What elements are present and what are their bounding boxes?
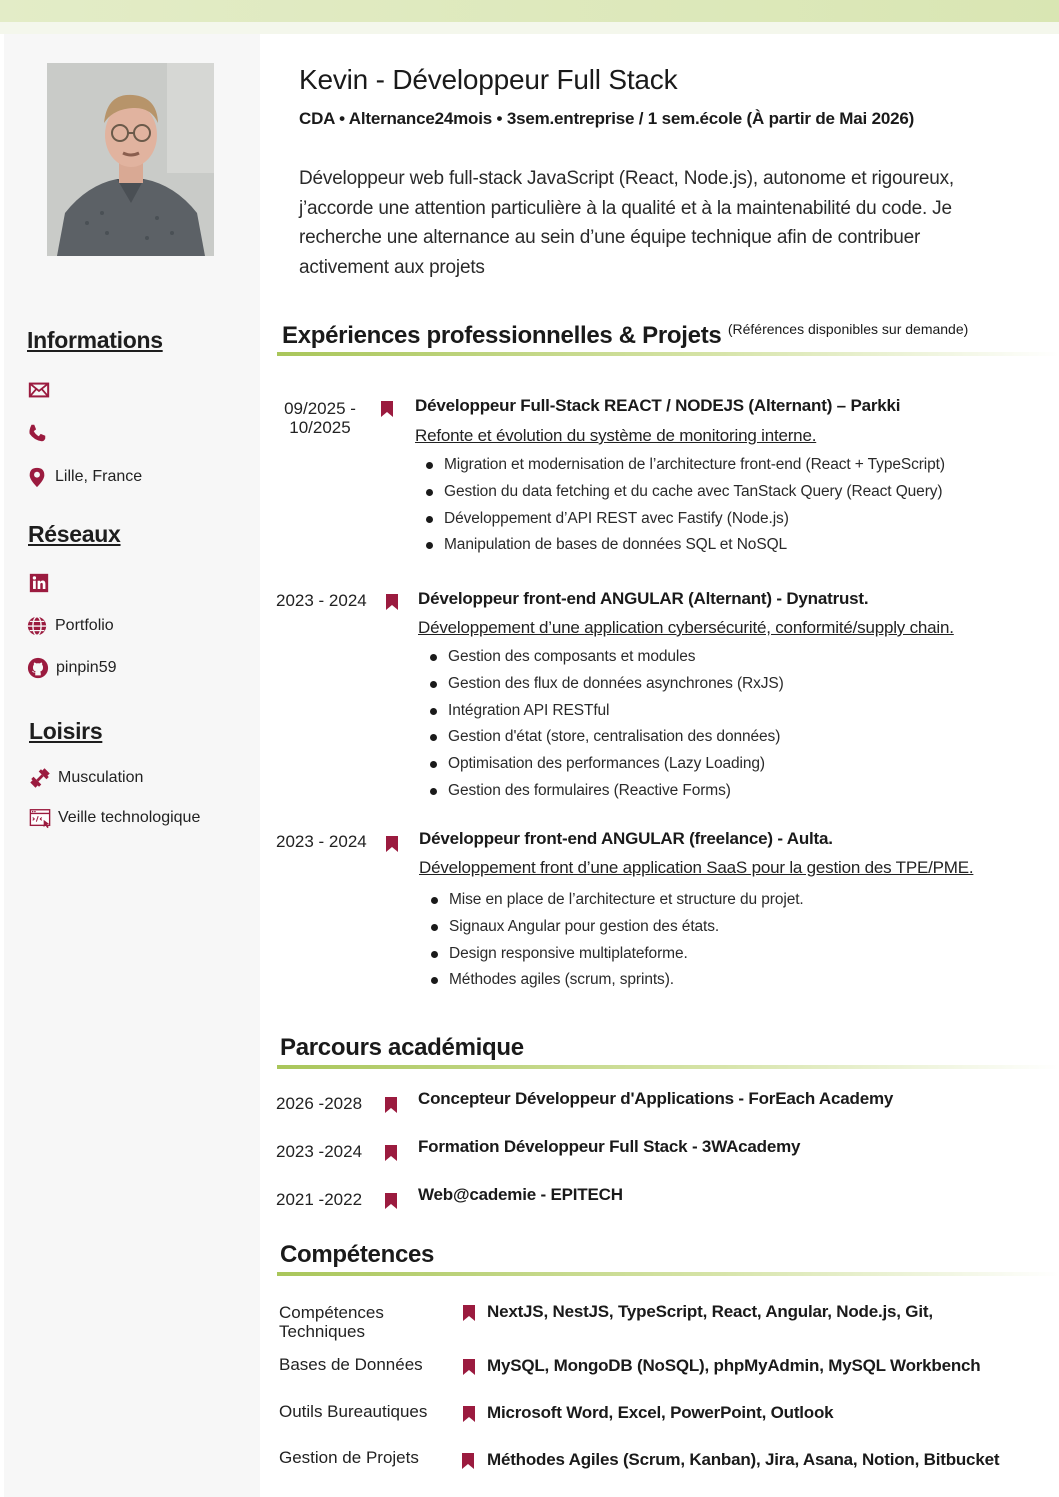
profile-photo	[47, 63, 214, 256]
contract-subtitle: CDA • Alternance24mois • 3sem.entreprise / 1 sem.école (À partir de Mai 2026)	[299, 109, 915, 128]
education-date: 2026 -2028	[276, 1094, 363, 1113]
browser-code-icon	[28, 806, 52, 830]
job-description: Développement d’une application cybersécurité, conformité/supply chain.	[418, 618, 954, 637]
bookmark-icon	[463, 1359, 475, 1375]
github-icon[interactable]	[26, 656, 50, 680]
list-item: Gestion d'état (store, centralisation des données)	[424, 726, 784, 753]
bookmark-icon	[462, 1453, 474, 1469]
list-item: Gestion du data fetching et du cache avec TanStack Query (React Query)	[420, 481, 945, 508]
list-item: Méthodes agiles (scrum, sprints).	[425, 969, 804, 996]
section-rule	[277, 1065, 1059, 1069]
hobby-label: Veille technologique	[58, 809, 201, 826]
github-handle[interactable]: pinpin59	[56, 659, 117, 676]
bookmark-icon	[385, 1145, 397, 1161]
location-text: Lille, France	[55, 468, 143, 485]
list-item: Migration et modernisation de l’architecture front-end (React + TypeScript)	[420, 454, 945, 481]
job-description: Refonte et évolution du système de monitoring interne.	[415, 426, 817, 445]
list-item: Mise en place de l’architecture et structure du projet.	[425, 889, 804, 916]
list-item: Gestion des flux de données asynchrones (RxJS)	[424, 673, 784, 700]
bookmark-icon	[463, 1406, 475, 1422]
reseaux-heading: Réseaux	[28, 521, 121, 547]
bookmark-icon	[381, 401, 393, 417]
job-date: 09/2025 - 10/2025	[284, 399, 356, 437]
phone-icon[interactable]	[25, 421, 49, 445]
references-note: (Références disponibles sur demande)	[727, 321, 969, 337]
list-item: Signaux Angular pour gestion des états.	[425, 916, 804, 943]
list-item: Manipulation de bases de données SQL et NoSQL	[420, 534, 945, 561]
hobby-veille	[28, 806, 200, 830]
linkedin-row[interactable]	[27, 571, 57, 595]
skill-value: Méthodes Agiles (Scrum, Kanban), Jira, Asana, Notion, Bitbucket	[487, 1450, 1000, 1469]
profile-summary: Développeur web full-stack JavaScript (React, Node.js), autonome et rigoureux, j’accorde une attention particulière à la qualité et à la maintenabilité du code. Je recherche une alternance au sein d’une équipe technique afin de contribuer activement aux projets	[299, 168, 954, 278]
linkedin-icon[interactable]	[27, 571, 51, 595]
list-item: Développement d’API REST avec Fastify (Node.js)	[420, 508, 945, 535]
map-pin-icon	[25, 465, 49, 489]
bookmark-icon	[386, 594, 398, 610]
job-title: Développeur front-end ANGULAR (freelance) - Aulta.	[419, 829, 833, 848]
education-title: Web@cademie - EPITECH	[418, 1185, 623, 1204]
email-row[interactable]	[27, 378, 57, 402]
job-date: 2023 - 2024	[276, 832, 367, 851]
education-section-title: Parcours académique	[280, 1034, 524, 1061]
education-title: Formation Développeur Full Stack - 3WAcademy	[418, 1137, 801, 1156]
bookmark-icon	[386, 836, 398, 852]
list-item: Intégration API RESTful	[424, 700, 784, 727]
github-row[interactable]	[26, 656, 117, 680]
job-bullets	[420, 454, 945, 561]
globe-icon[interactable]	[25, 614, 49, 638]
education-date: 2021 -2022	[276, 1190, 363, 1209]
job-bullets	[425, 889, 804, 996]
list-item: Design responsive multiplateforme.	[425, 943, 804, 970]
job-title: Développeur front-end ANGULAR (Alternant) - Dynatrust.	[418, 589, 869, 608]
informations-heading: Informations	[27, 327, 163, 353]
dumbbell-icon	[28, 766, 52, 790]
bookmark-icon	[463, 1305, 475, 1321]
skill-value: MySQL, MongoDB (NoSQL), phpMyAdmin, MySQL Workbench	[487, 1356, 981, 1375]
mail-icon[interactable]	[27, 378, 51, 402]
list-item: Gestion des formulaires (Reactive Forms)	[424, 780, 784, 807]
skill-label: Compétences Techniques	[279, 1303, 384, 1341]
skills-section-title: Compétences	[280, 1241, 435, 1268]
skill-value: Microsoft Word, Excel, PowerPoint, Outlook	[487, 1403, 834, 1422]
bookmark-icon	[385, 1193, 397, 1209]
experience-section-title	[282, 321, 968, 350]
list-item: Optimisation des performances (Lazy Loading)	[424, 753, 784, 780]
list-item: Gestion des composants et modules	[424, 646, 784, 673]
skill-label: Bases de Données	[279, 1355, 423, 1374]
job-title: Développeur Full-Stack REACT / NODEJS (Alternant) – Parkki	[415, 396, 901, 415]
education-date: 2023 -2024	[276, 1142, 363, 1161]
job-bullets	[424, 646, 784, 807]
bookmark-icon	[385, 1097, 397, 1113]
section-rule	[277, 1272, 1059, 1276]
portfolio-row[interactable]	[25, 614, 114, 638]
section-rule	[277, 352, 1059, 356]
job-description: Développement front d’une application SaaS pour la gestion des TPE/PME.	[419, 858, 974, 877]
hobby-musculation	[28, 766, 143, 790]
experience-title-text: Expériences professionnelles & Projets	[282, 322, 722, 349]
profile-photo-illustration	[47, 63, 214, 256]
job-date: 2023 - 2024	[276, 591, 367, 610]
phone-row[interactable]	[25, 421, 55, 445]
top-band-light	[0, 22, 1059, 34]
portfolio-link[interactable]: Portfolio	[55, 617, 114, 634]
location-row	[25, 465, 142, 489]
education-title: Concepteur Développeur d'Applications - ForEach Academy	[418, 1089, 894, 1108]
page-title: Kevin - Développeur Full Stack	[299, 64, 678, 95]
loisirs-heading: Loisirs	[29, 718, 103, 744]
skill-value: NextJS, NestJS, TypeScript, React, Angular, Node.js, Git,	[487, 1302, 933, 1321]
top-band	[0, 0, 1059, 22]
skill-label: Gestion de Projets	[279, 1448, 419, 1467]
hobby-label: Musculation	[58, 769, 144, 786]
skill-label: Outils Bureautiques	[279, 1402, 428, 1421]
